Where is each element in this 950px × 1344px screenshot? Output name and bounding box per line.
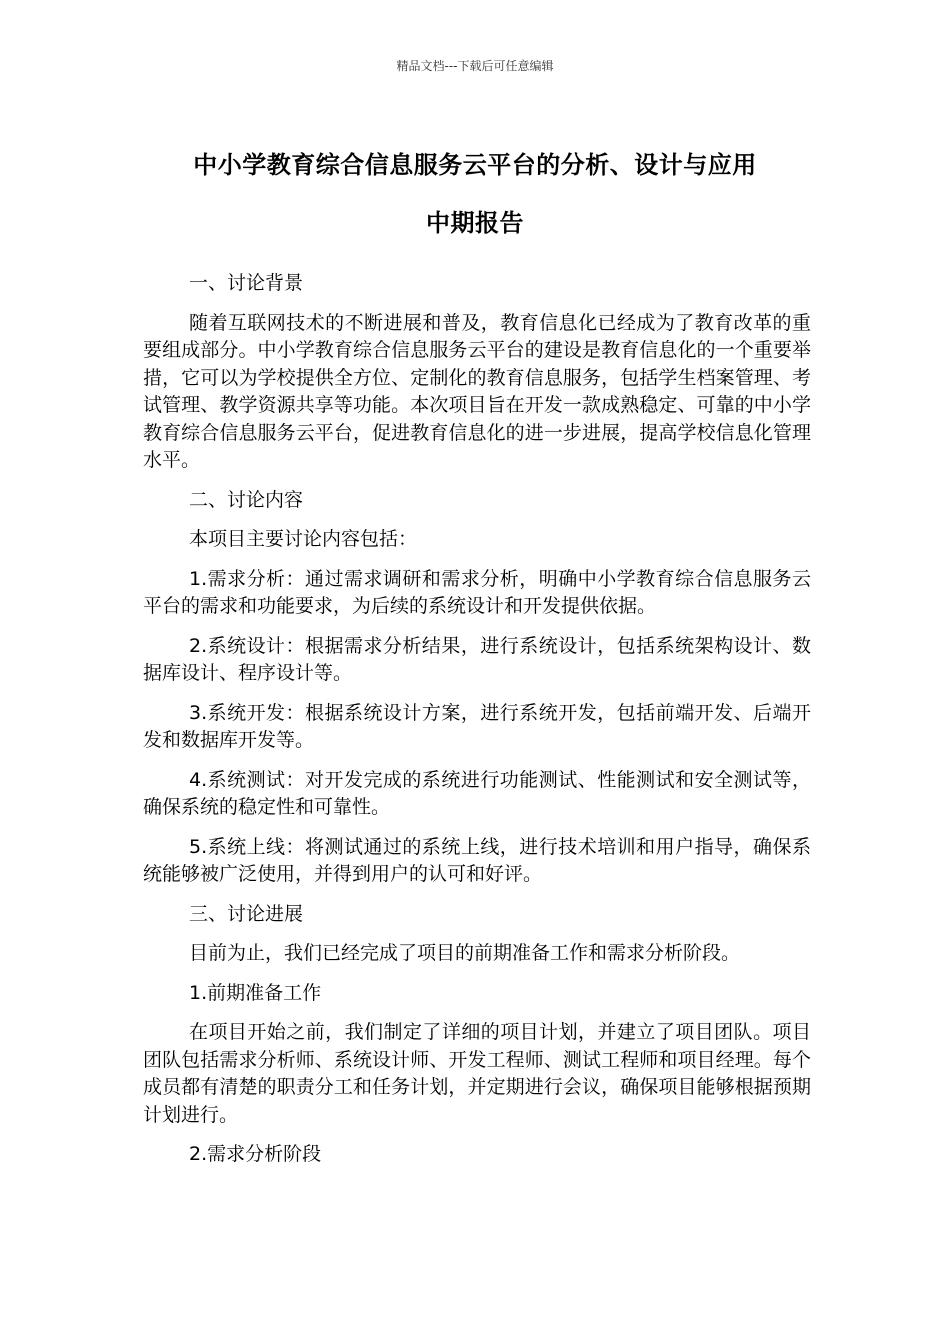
document-title [100,136,850,252]
progress-intro: 目前为止，我们已经完成了项目的前期准备工作和需求分析阶段。 [189,942,741,964]
content-item-launch: 5.系统上线：将测试通过的系统上线，进行技术培训和用户指导，确保系统能够被广泛使用，并得到用户的认可和好评。 [143,835,811,885]
title-line-2: 中期报告 [426,209,524,237]
document-body [143,270,811,1181]
section-heading-content: 二、讨论内容 [189,488,304,511]
content-item-development: 3.系统开发：根据系统设计方案，进行系统开发，包括前端开发、后端开发和数据库开发等。 [143,701,811,751]
section-heading-background: 一、讨论背景 [189,272,304,294]
header-note: 精品文档---下载后可任意编辑 [396,59,554,73]
content-item-design: 2.系统设计：根据需求分析结果，进行系统设计，包括系统架构设计、数据库设计、程序设计等。 [143,634,811,684]
content-item-requirements: 1.需求分析：通过需求调研和需求分析，明确中小学教育综合信息服务云平台的需求和功能要求，为后续的系统设计和开发提供依据。 [143,567,811,617]
section-heading-progress: 三、讨论进展 [189,902,304,925]
background-paragraph: 随着互联网技术的不断进展和普及，教育信息化已经成为了教育改革的重要组成部分。中小学教育综合信息服务云平台的建设是教育信息化的一个重要举措，它可以为学校提供全方位、定制化的教育信息服务，包括学生档案管理、考试管理、教学资源共享等功能。本次项目旨在开发一款成熟稳定、可靠的中小学教育综合信息服务云平台，促进教育信息化的进一步进展，提高学校信息化管理水平。 [143,311,811,471]
progress-subheading-requirements: 2.需求分析阶段 [189,1143,322,1165]
content-item-testing: 4.系统测试：对开发完成的系统进行功能测试、性能测试和安全测试等，确保系统的稳定性和可靠性。 [143,768,811,818]
title-line-1: 中小学教育综合信息服务云平台的分析、设计与应用 [193,151,757,179]
preparation-paragraph: 在项目开始之前，我们制定了详细的项目计划，并建立了项目团队。项目团队包括需求分析师、系统设计师、开发工程师、测试工程师和项目经理。每个成员都有清楚的职责分工和任务计划，并定期进行会议，确保项目能够根据预期计划进行。 [143,1021,811,1126]
progress-subheading-preparation: 1.前期准备工作 [189,981,322,1004]
content-intro: 本项目主要讨论内容包括： [189,528,418,550]
